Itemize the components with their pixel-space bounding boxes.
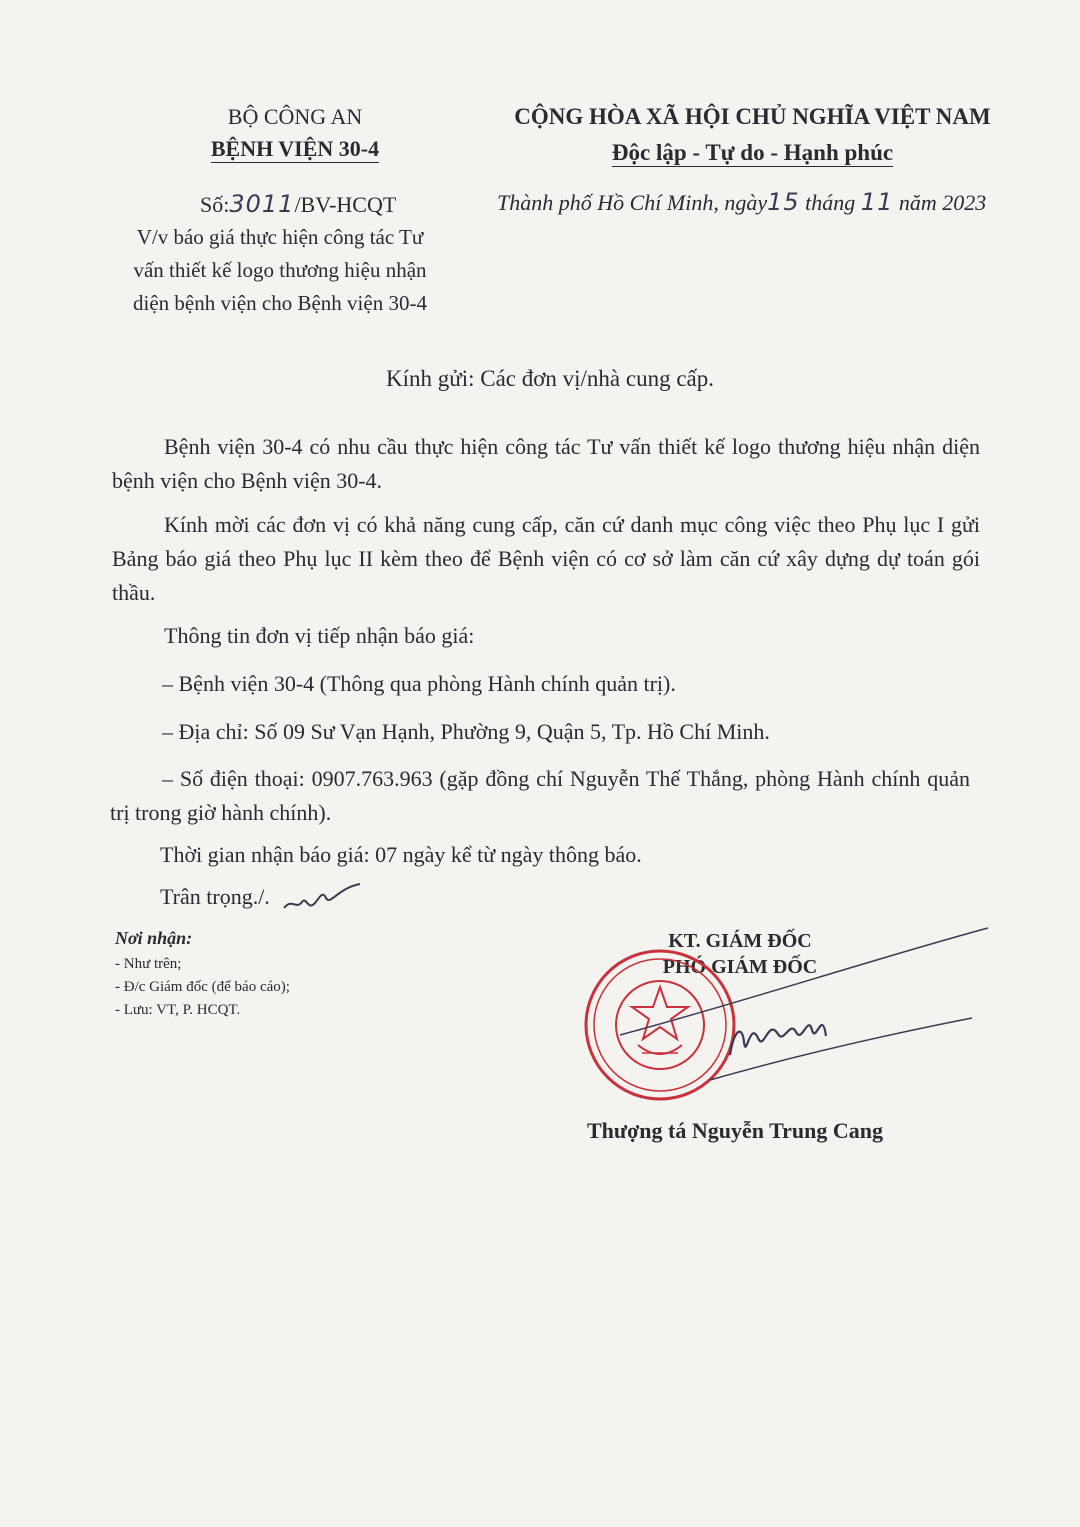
motto-text: Độc lập - Tự do - Hạnh phúc [611, 140, 894, 165]
paragraph-need-text: Bệnh viện 30-4 có nhu cầu thực hiện công tác Tư vấn thiết kế logo thương hiệu nhận diện bệnh viện cho Bệnh viện 30-4. [112, 434, 980, 493]
number-prefix: Số: [200, 192, 230, 217]
subject-line-1: V/v báo giá thực hiện công tác Tư [136, 225, 424, 249]
date-month: 11 [860, 188, 894, 216]
date-day: 15 [767, 188, 800, 216]
greeting: Kính gửi: Các đơn vị/nhà cung cấp. [385, 366, 715, 391]
paragraph-invitation-text: Kính mời các đơn vị có khả năng cung cấp, căn cứ danh mục công việc theo Phụ lục I gửi Bảng báo giá theo Phụ lục II kèm theo để Bệnh viện có cơ sở làm căn cứ xây dựng dự toán gói thầu. [112, 512, 980, 605]
signature-role-1: KT. GIÁM ĐỐC [668, 930, 812, 952]
document-number [200, 190, 396, 218]
initial-mark [282, 880, 362, 920]
paragraph-receiver-info: Thông tin đơn vị tiếp nhận báo giá: [164, 623, 475, 648]
bullet-hospital: – Bệnh viện 30-4 (Thông qua phòng Hành chính quản trị). [162, 671, 676, 696]
recipient-item: - Như trên; [115, 956, 182, 972]
motto [480, 140, 1025, 166]
subject-line-3: diện bệnh viện cho Bệnh viện 30-4 [133, 291, 427, 315]
unit-name [175, 136, 415, 162]
date-part1: Thành phố Hồ Chí Minh, ngày [497, 190, 768, 215]
closing-regards [160, 880, 270, 914]
recipient-item: - Lưu: VT, P. HCQT. [115, 1002, 241, 1018]
date-part2: tháng [805, 190, 856, 215]
bullet-phone [110, 762, 970, 830]
number-suffix: /BV-HCQT [294, 192, 397, 217]
date-part3: năm 2023 [898, 190, 987, 215]
closing-regards-text: Trân trọng./. [160, 884, 270, 909]
bullet-address: – Địa chỉ: Số 09 Sư Vạn Hạnh, Phường 9, Quận 5, Tp. Hồ Chí Minh. [162, 719, 770, 744]
ministry-name: BỘ CÔNG AN [227, 104, 363, 129]
date-line [497, 188, 986, 216]
bullet-phone-text: – Số điện thoại: 0907.763.963 (gặp đồng chí Nguyễn Thế Thắng, phòng Hành chính quản trị trong giờ hành chính). [110, 766, 970, 825]
handwritten-signature [600, 920, 1000, 1110]
signature-role-2: PHÓ GIÁM ĐỐC [662, 956, 818, 978]
recipients-title: Nơi nhận: [115, 928, 193, 948]
paragraph-need [112, 430, 980, 498]
unit-name-text: BỆNH VIỆN 30-4 [210, 136, 380, 161]
paragraph-invitation [112, 508, 980, 610]
paragraph-deadline: Thời gian nhận báo giá: 07 ngày kể từ ngày thông báo. [160, 842, 642, 867]
number-handwritten: 3011 [229, 190, 295, 218]
signer-name: Thượng tá Nguyễn Trung Cang [587, 1118, 883, 1143]
subject-line-2: vấn thiết kế logo thương hiệu nhận [133, 258, 427, 282]
recipient-item: - Đ/c Giám đốc (để báo cáo); [115, 979, 290, 995]
country-name: CỘNG HÒA XÃ HỘI CHỦ NGHĨA VIỆT NAM [514, 104, 991, 129]
